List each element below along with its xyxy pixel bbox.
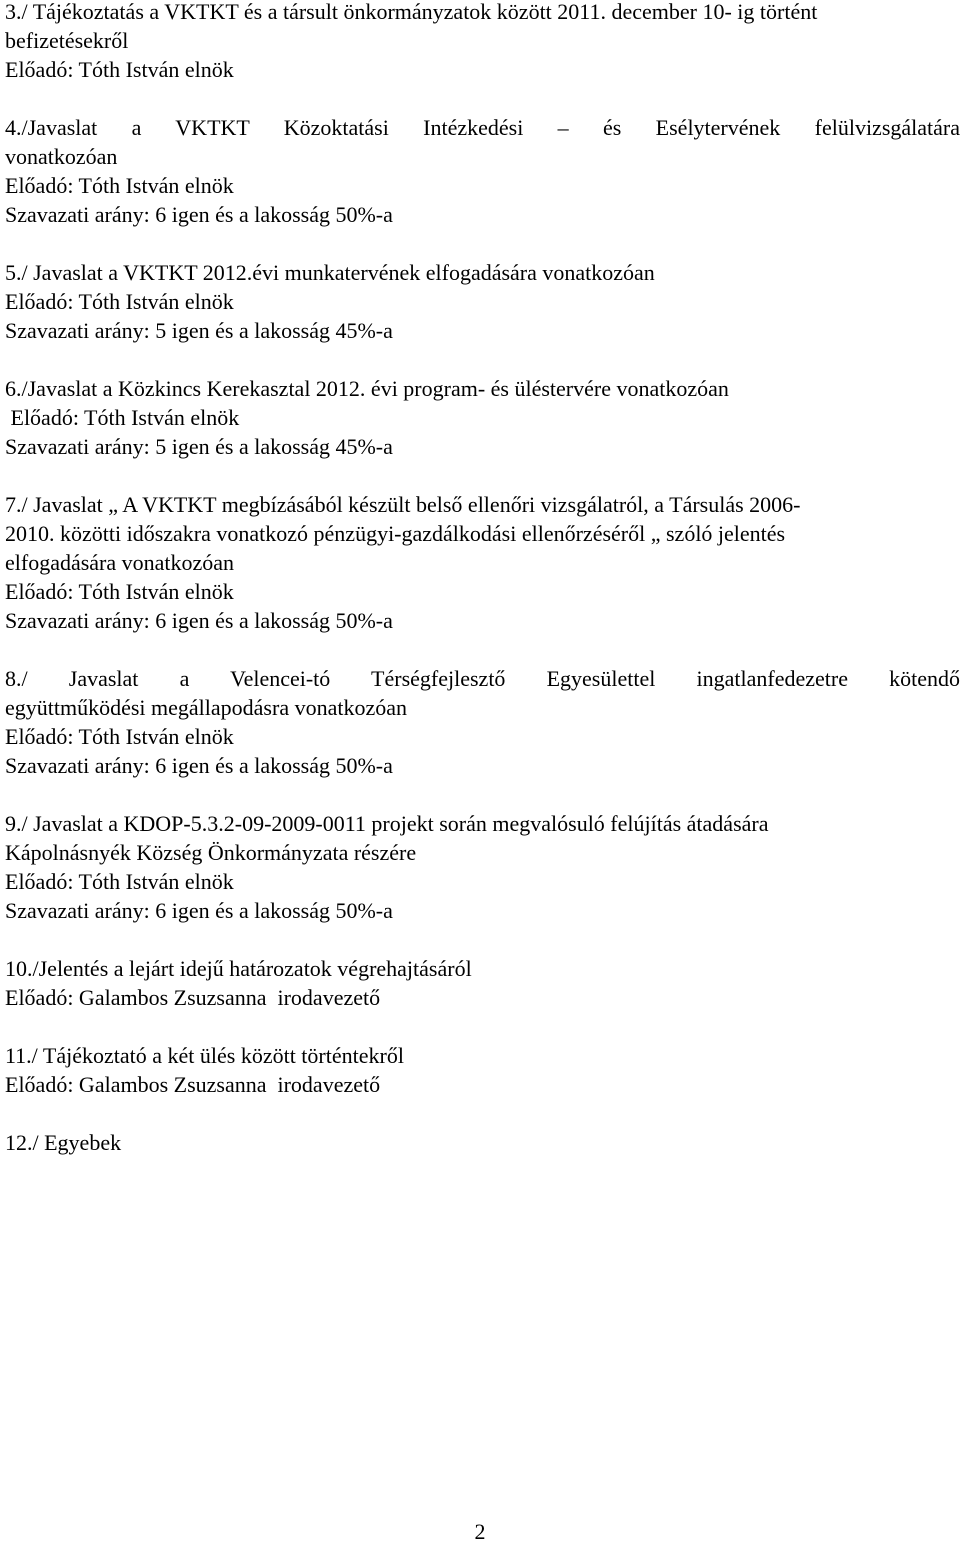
presenter-line: Előadó: Tóth István elnök [5, 405, 240, 430]
agenda-item-9 [5, 809, 960, 925]
page-number: 2 [474, 1519, 486, 1544]
presenter-line: Előadó: Galambos Zsuzsanna irodavezető [5, 1072, 381, 1097]
agenda-item-6 [5, 374, 960, 461]
agenda-item-title-continued: együttműködési megállapodásra vonatkozóan [5, 695, 407, 720]
agenda-item-title: 11./ Tájékoztató a két ülés között történtekről [5, 1043, 404, 1068]
presenter-line: Előadó: Tóth István elnök [5, 579, 234, 604]
vote-ratio-line: Szavazati arány: 6 igen és a lakosság 50%-a [5, 898, 393, 923]
presenter-line: Előadó: Tóth István elnök [5, 869, 234, 894]
agenda-item-4 [5, 113, 960, 229]
presenter-line: Előadó: Tóth István elnök [5, 724, 234, 749]
agenda-item-5 [5, 258, 960, 345]
agenda-item-title-continued: 2010. közötti időszakra vonatkozó pénzügyi-gazdálkodási ellenőrzéséről „ szóló jelentés [5, 521, 786, 546]
vote-ratio-line: Szavazati arány: 6 igen és a lakosság 50%-a [5, 753, 393, 778]
agenda-item-title-continued: befizetésekről [5, 28, 129, 53]
agenda-item-title: 10./Jelentés a lejárt idejű határozatok végrehajtásáról [5, 956, 472, 981]
vote-ratio-line: Szavazati arány: 5 igen és a lakosság 45%-a [5, 318, 393, 343]
agenda-item-12 [5, 1128, 960, 1157]
presenter-line: Előadó: Galambos Zsuzsanna irodavezető [5, 985, 381, 1010]
vote-ratio-line: Szavazati arány: 5 igen és a lakosság 45%-a [5, 434, 393, 459]
agenda-item-7 [5, 490, 960, 635]
presenter-line: Előadó: Tóth István elnök [5, 289, 234, 314]
agenda-item-title: 6./Javaslat a Közkincs Kerekasztal 2012. évi program- és üléstervére vonatkozóan [5, 376, 729, 401]
agenda-item-8 [5, 664, 960, 780]
agenda-item-11 [5, 1041, 960, 1099]
agenda-item-title: 9./ Javaslat a KDOP-5.3.2-09-2009-0011 projekt során megvalósuló felújítás átadására [5, 811, 769, 836]
agenda-item-title-continued: elfogadására vonatkozóan [5, 550, 235, 575]
agenda-item-title-continued: vonatkozóan [5, 144, 118, 169]
agenda-item-3 [5, 0, 960, 84]
agenda-item-title-continued: Kápolnásnyék Község Önkormányzata részére [5, 840, 417, 865]
agenda-item-title: 5./ Javaslat a VKTKT 2012.évi munkatervének elfogadására vonatkozóan [5, 260, 655, 285]
agenda-item-title: 3./ Tájékoztatás a VKTKT és a társult önkormányzatok között 2011. december 10- ig történt [5, 0, 818, 24]
agenda-item-title: 12./ Egyebek [5, 1130, 122, 1155]
agenda-item-10 [5, 954, 960, 1012]
agenda-item-title: 4./Javaslat a VKTKT Közoktatási Intézkedési – és Esélytervének felülvizsgálatára [5, 115, 960, 140]
document-page [5, 0, 960, 1186]
vote-ratio-line: Szavazati arány: 6 igen és a lakosság 50%-a [5, 202, 393, 227]
presenter-line: Előadó: Tóth István elnök [5, 173, 234, 198]
agenda-item-title: 7./ Javaslat „ A VKTKT megbízásából készült belső ellenőri vizsgálatról, a Társulás 2006- [5, 492, 801, 517]
presenter-line: Előadó: Tóth István elnök [5, 57, 234, 82]
vote-ratio-line: Szavazati arány: 6 igen és a lakosság 50%-a [5, 608, 393, 633]
agenda-item-title: 8./ Javaslat a Velencei-tó Térségfejlesztő Egyesülettel ingatlanfedezetre kötendő [5, 666, 960, 691]
